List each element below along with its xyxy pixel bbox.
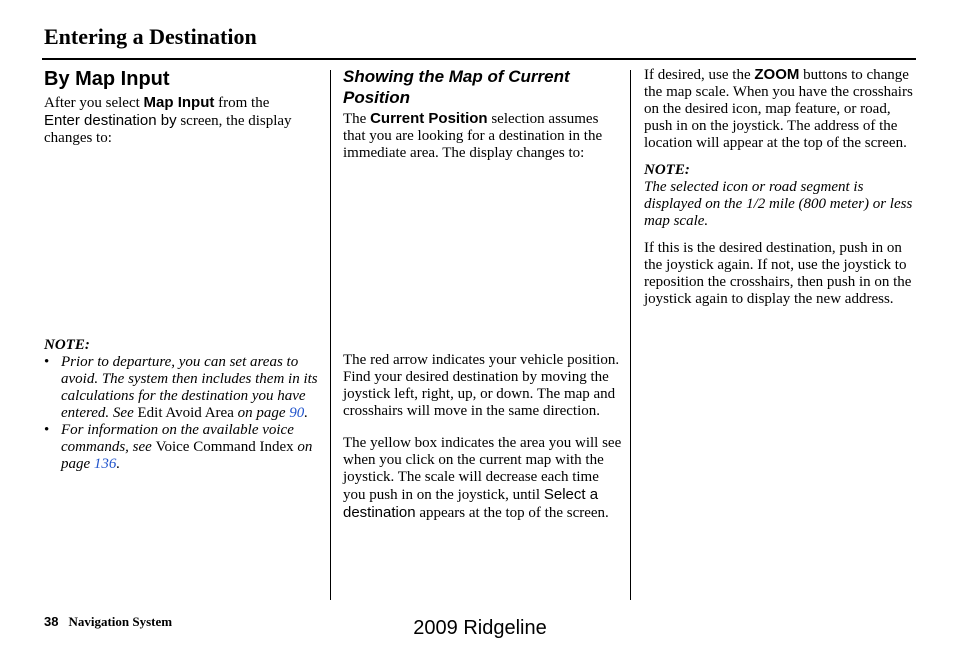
enter-destination-term: Enter destination by [44, 112, 177, 129]
note-item-avoid-areas: • Prior to departure, you can set areas to avoid. The system then includes them in its calculations for the destination you have entered. See Edit Avoid Area on page 90. [44, 354, 318, 421]
page-link-136[interactable]: 136 [93, 456, 117, 472]
note-label: NOTE: [644, 162, 690, 178]
header-rule [42, 58, 916, 60]
note-item-voice-commands: • For information on the available voice commands, see Voice Command Index on page 136. [44, 422, 313, 472]
column-divider [330, 70, 331, 600]
current-position-term: Current Position [370, 110, 488, 127]
zoom-term: ZOOM [754, 66, 800, 83]
section-heading-current-position: Showing the Map of Current Position [343, 67, 570, 107]
column-divider [630, 70, 631, 600]
column-current-position [343, 66, 623, 522]
bullet-icon: • [44, 354, 50, 370]
page-link-90[interactable]: 90 [289, 405, 305, 421]
current-position-intro: The Current Position selection assumes that you are looking for a destination in the immediate area. The display changes to: [343, 110, 603, 161]
page-number: 38 [44, 614, 59, 629]
edit-avoid-area-ref: Edit Avoid Area [137, 405, 234, 421]
map-input-intro: After you select Map Input from the Enter destination by screen, the display changes to: [44, 94, 292, 146]
yellow-box-paragraph: The yellow box indicates the area you will see when you click on the current map with the joystick. The scale will decrease each time you push in on the joystick, until Select a destination appears at the top of the screen. [343, 435, 622, 521]
red-arrow-paragraph: The red arrow indicates your vehicle position. Find your desired destination by moving the joystick left, right, up, or down. The map and crosshairs will move in the same direction. [343, 352, 620, 419]
map-input-term: Map Input [143, 94, 215, 111]
page-title: Entering a Destination [44, 24, 257, 49]
column-map-input [44, 66, 324, 473]
watermark: 2009 Ridgeline [413, 617, 547, 639]
note-text: The selected icon or road segment is displayed on the 1/2 mile (800 meter) or less map scale. [644, 179, 913, 229]
bullet-icon: • [44, 422, 50, 438]
confirm-destination-paragraph: If this is the desired destination, push in on the joystick again. If not, use the joystick to reposition the crosshairs, then push in on the joystick again to display the new address. [644, 240, 912, 307]
voice-command-index-ref: Voice Command Index [155, 439, 294, 455]
section-heading-map-input: By Map Input [44, 68, 170, 90]
footer-label: Navigation System [68, 614, 173, 629]
zoom-paragraph: If desired, use the ZOOM buttons to change the map scale. When you have the crosshairs on the desired icon, map feature, or road, push in on the joystick. The address of the location will appear at the top of the screen. [644, 66, 913, 151]
note-label: NOTE: [44, 337, 90, 353]
column-zoom [644, 66, 920, 308]
note-list [44, 354, 324, 473]
select-destination-term: Select a destination [343, 486, 599, 521]
